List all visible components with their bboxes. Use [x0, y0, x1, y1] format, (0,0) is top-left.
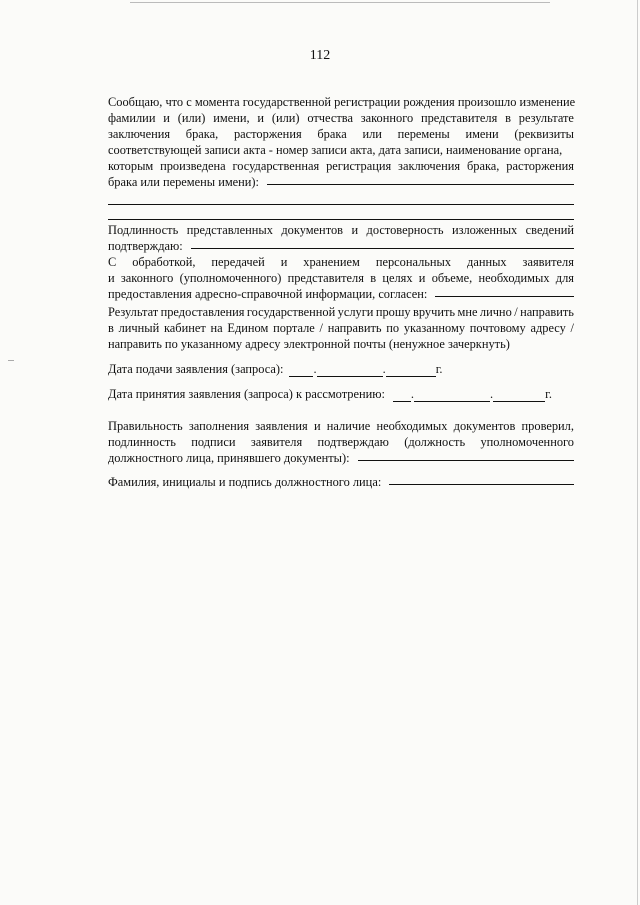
word: и	[257, 111, 265, 125]
word: отчества	[307, 111, 353, 125]
text-line	[108, 304, 574, 320]
word: (или)	[177, 111, 206, 125]
word: законного	[360, 111, 414, 125]
word: документов	[453, 419, 516, 433]
word: фамилии	[108, 111, 156, 125]
word: или	[362, 127, 382, 141]
word: представителя	[420, 111, 498, 125]
word: наличие	[326, 419, 371, 433]
word: необходимых	[376, 419, 448, 433]
word: заключения	[398, 159, 461, 173]
word: уполномоченного	[480, 435, 574, 449]
word: направить	[520, 305, 574, 319]
accept-month-field[interactable]	[414, 391, 490, 402]
word: результате	[518, 111, 574, 125]
text-line: подтверждаю:	[108, 238, 574, 254]
word: объеме,	[431, 271, 473, 285]
word: персональных	[375, 255, 452, 269]
word: услуги	[337, 305, 374, 319]
word: изложенных	[451, 223, 518, 237]
word: предоставления	[160, 305, 245, 319]
word: данных	[467, 255, 507, 269]
scan-edge-top	[130, 2, 550, 3]
name-change-statement	[108, 94, 574, 220]
word: подписи	[191, 435, 236, 449]
word: заполнения	[188, 419, 250, 433]
text-line	[108, 434, 574, 450]
word: представленных	[186, 223, 273, 237]
word: Едином	[227, 321, 269, 335]
submission-date-row: Дата подачи заявления (запроса): . . г.	[108, 362, 443, 376]
text-line	[108, 110, 574, 126]
submit-month-field[interactable]	[317, 366, 383, 377]
word: мне	[457, 305, 478, 319]
word: и	[108, 271, 115, 285]
word: обработкой,	[132, 255, 196, 269]
word: на	[210, 321, 223, 335]
word: направить	[327, 321, 382, 335]
text-line	[108, 320, 574, 336]
scan-margin-mark	[8, 360, 14, 361]
word: законного	[120, 271, 174, 285]
marriage-details-field[interactable]	[267, 174, 574, 185]
word: брака	[317, 127, 347, 141]
text-line	[108, 158, 574, 174]
delivery-method-block	[108, 304, 574, 352]
text-line	[108, 254, 574, 270]
word: адресу	[530, 321, 566, 335]
word: и	[280, 255, 288, 269]
word: и	[313, 419, 321, 433]
word: С	[108, 255, 117, 269]
word: брака,	[185, 127, 219, 141]
scan-edge-right	[637, 0, 638, 905]
authenticity-confirm-field[interactable]	[191, 238, 574, 249]
accept-year-field[interactable]	[493, 391, 545, 402]
word: заявителя	[522, 255, 574, 269]
word: и	[351, 223, 359, 237]
submit-day-field[interactable]	[289, 366, 313, 377]
text-line: должностного лица, принявшего документы):	[108, 450, 574, 466]
acceptance-date-row: Дата принятия заявления (запроса) к рассмотрению: . . г.	[108, 387, 552, 401]
word: необходимых	[478, 271, 550, 285]
word: государственная	[232, 159, 320, 173]
text-line: брака или перемены имени):	[108, 174, 574, 190]
word: произведена	[160, 159, 226, 173]
word: для	[555, 271, 574, 285]
word: лично	[479, 305, 512, 319]
word: Подлинность	[108, 223, 179, 237]
word: почтовому	[469, 321, 526, 335]
page-number: 112	[309, 48, 331, 63]
word: перемены	[397, 127, 450, 141]
word: /	[319, 321, 323, 335]
word: представителя	[287, 271, 364, 285]
word: которым	[108, 159, 154, 173]
word: в	[108, 321, 114, 335]
word: Результат	[108, 305, 159, 319]
word: регистрация	[326, 159, 392, 173]
word: целях	[382, 271, 413, 285]
word: передачей	[211, 255, 265, 269]
word: кабинет	[163, 321, 206, 335]
word: сведений	[525, 223, 574, 237]
word: (уполномоченного)	[179, 271, 282, 285]
text-line: соответствующей записи акта - номер записи акта, дата записи, наименование органа,	[108, 143, 563, 157]
word: /	[570, 321, 574, 335]
word: в	[370, 271, 377, 285]
word: в	[505, 111, 511, 125]
word: подлинность	[108, 435, 176, 449]
word: прошу	[375, 305, 411, 319]
marriage-details-line-3[interactable]	[108, 205, 574, 220]
word: имени,	[213, 111, 250, 125]
consent-block	[108, 222, 574, 302]
submit-year-field[interactable]	[386, 366, 436, 377]
word: имени	[465, 127, 499, 141]
verification-block	[108, 418, 574, 466]
text-line: направить по указанному адресу электронной почты (ненужное зачеркнуть)	[108, 337, 510, 351]
word: (или)	[271, 111, 300, 125]
word: брака,	[466, 159, 500, 173]
word: Правильность	[108, 419, 183, 433]
text-line: Сообщаю, что с момента государственной регистрации рождения произошло изменение	[108, 95, 576, 109]
word: (реквизиты	[514, 127, 574, 141]
word: подтверждаю	[317, 435, 389, 449]
word: расторжения	[233, 127, 302, 141]
word: документов	[281, 223, 343, 237]
word: портале	[273, 321, 315, 335]
official-position-field[interactable]	[358, 450, 574, 461]
word: личный	[118, 321, 160, 335]
accept-day-field[interactable]	[393, 391, 411, 402]
word: по	[386, 321, 400, 335]
word: (должность	[404, 435, 466, 449]
official-signature-field[interactable]	[389, 474, 574, 485]
word: проверил,	[521, 419, 574, 433]
word: указанному	[403, 321, 466, 335]
word: заявителя	[250, 435, 303, 449]
text-line	[108, 126, 574, 142]
word: и	[418, 271, 426, 285]
word: заключения	[108, 127, 171, 141]
word: хранением	[303, 255, 360, 269]
text-line: предоставления адресно-справочной информации, согласен:	[108, 286, 574, 302]
text-line	[108, 418, 574, 434]
word: /	[514, 305, 518, 319]
word: заявления	[255, 419, 308, 433]
word: вручить	[413, 305, 456, 319]
marriage-details-line-2[interactable]	[108, 190, 574, 205]
text-line	[108, 270, 574, 286]
official-signature-row: Фамилия, инициалы и подпись должностного лица:	[108, 474, 574, 490]
word: расторжения	[506, 159, 574, 173]
word: достоверность	[366, 223, 444, 237]
word: государственной	[246, 305, 336, 319]
consent-field[interactable]	[435, 286, 574, 297]
word: и	[163, 111, 170, 125]
text-line	[108, 222, 574, 238]
